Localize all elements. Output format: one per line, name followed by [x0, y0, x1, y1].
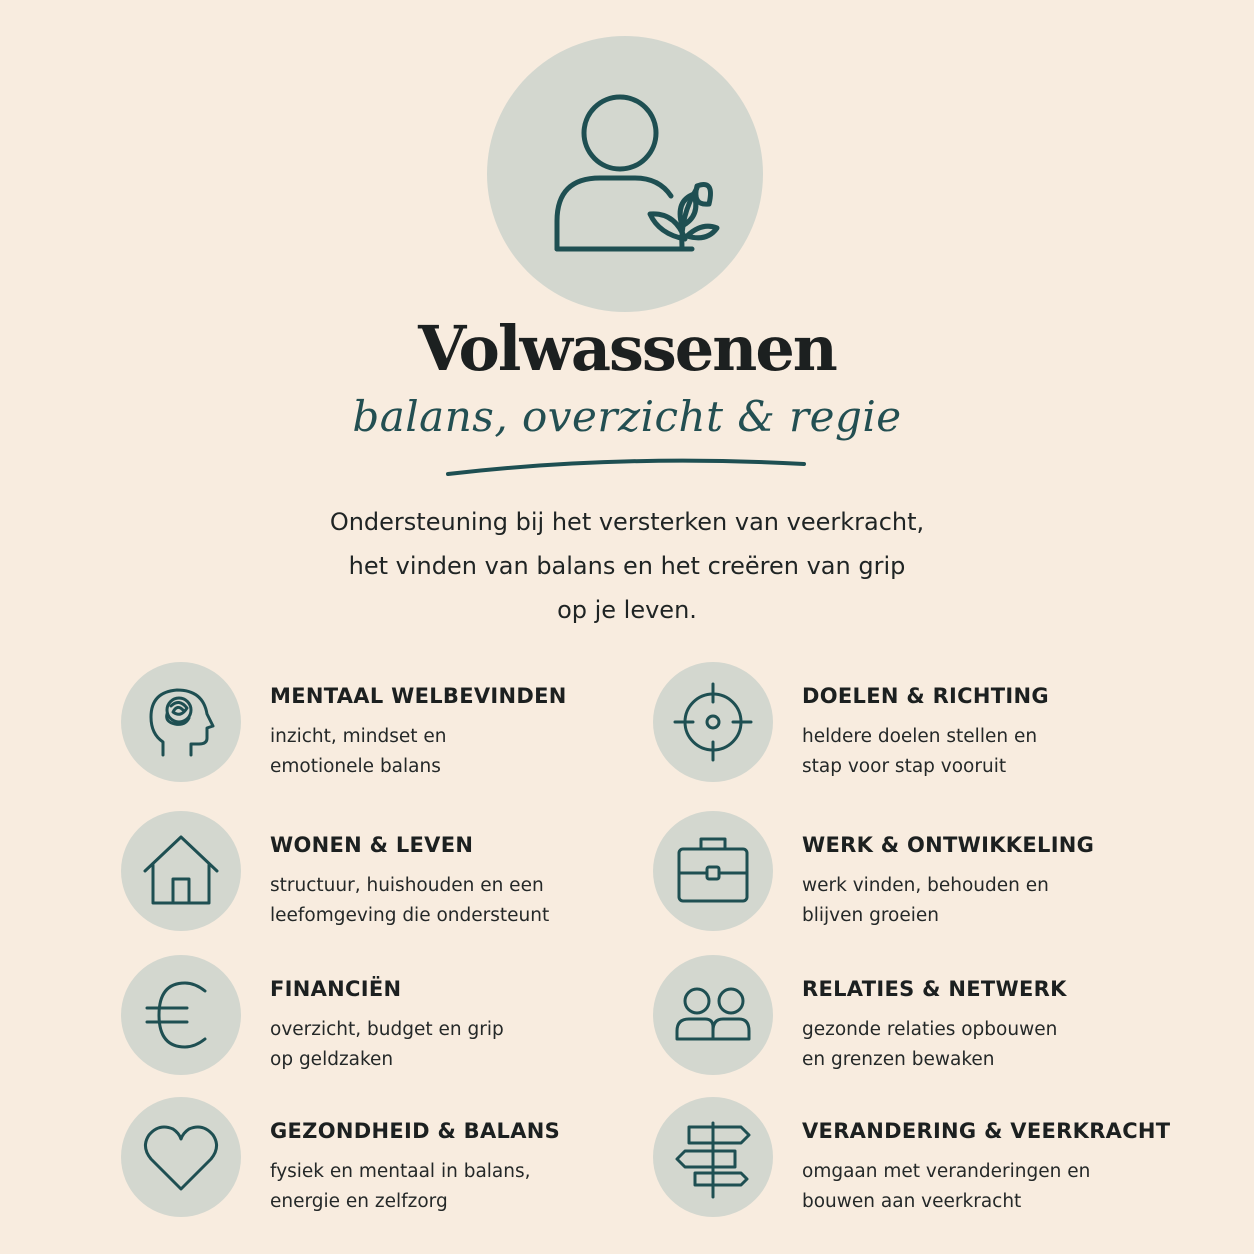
icon-circle	[121, 662, 241, 782]
signpost-icon	[653, 1097, 773, 1217]
target-icon	[653, 662, 773, 782]
icon-circle	[121, 811, 241, 931]
topic-title: MENTAAL WELBEVINDEN	[270, 684, 567, 708]
topic-title: WONEN & LEVEN	[270, 833, 474, 857]
description-line: blijven groeien	[802, 905, 939, 926]
description-line: stap voor stap vooruit	[802, 756, 1007, 777]
topic-description	[802, 1015, 1162, 1075]
people-icon	[653, 955, 773, 1075]
topic-title: FINANCIËN	[270, 977, 402, 1001]
description-line: inzicht, mindset en	[270, 726, 447, 747]
hero-icon-circle	[487, 36, 763, 312]
topic-item-werk-ontwikkeling	[653, 811, 1173, 941]
person-with-plant-icon	[487, 36, 763, 312]
description-line: fysiek en mentaal in balans,	[270, 1161, 531, 1182]
description-line: energie en zelfzorg	[270, 1191, 448, 1212]
page-subtitle: balans, overzicht & regie	[352, 392, 902, 441]
description-line: gezonde relaties opbouwen	[802, 1019, 1058, 1040]
description-line: structuur, huishouden en een	[270, 875, 544, 896]
topic-description	[270, 1015, 630, 1075]
page-title: Volwassenen	[418, 312, 836, 385]
description-line: heldere doelen stellen en	[802, 726, 1038, 747]
house-icon	[121, 811, 241, 931]
description-line: leefomgeving die ondersteunt	[270, 905, 550, 926]
description-line: en grenzen bewaken	[802, 1049, 995, 1070]
description-line: op geldzaken	[270, 1049, 394, 1070]
briefcase-icon	[653, 811, 773, 931]
description-line: werk vinden, behouden en	[802, 875, 1049, 896]
topic-item-verandering-veerkracht	[653, 1097, 1173, 1227]
euro-icon	[121, 955, 241, 1075]
intro-line: het vinden van balans en het creëren van grip	[348, 552, 906, 580]
topic-title: WERK & ONTWIKKELING	[802, 833, 1095, 857]
icon-circle	[653, 662, 773, 782]
subtitle-underline	[440, 452, 812, 482]
topic-description	[802, 722, 1162, 782]
topic-item-wonen-leven	[121, 811, 641, 941]
intro-line: Ondersteuning bij het versterken van veerkracht,	[329, 508, 925, 536]
icon-circle	[121, 1097, 241, 1217]
topic-description	[270, 871, 630, 931]
topic-description	[802, 871, 1162, 931]
topic-title: VERANDERING & VEERKRACHT	[802, 1119, 1171, 1143]
intro-line: op je leven.	[557, 596, 697, 624]
topic-description	[270, 1157, 630, 1217]
topic-item-relaties-netwerk	[653, 955, 1173, 1085]
intro-text	[287, 500, 967, 632]
topic-title: RELATIES & NETWERK	[802, 977, 1067, 1001]
icon-circle	[121, 955, 241, 1075]
icon-circle	[653, 955, 773, 1075]
description-line: omgaan met veranderingen en	[802, 1161, 1091, 1182]
heart-icon	[121, 1097, 241, 1217]
topic-description	[802, 1157, 1162, 1217]
description-line: emotionele balans	[270, 756, 441, 777]
topic-item-doelen-richting	[653, 662, 1173, 792]
description-line: overzicht, budget en grip	[270, 1019, 504, 1040]
icon-circle	[653, 811, 773, 931]
icon-circle	[653, 1097, 773, 1217]
brain-head-icon	[121, 662, 241, 782]
topic-item-mentaal-welbevinden	[121, 662, 641, 792]
topic-item-gezondheid-balans	[121, 1097, 641, 1227]
topic-item-financien	[121, 955, 641, 1085]
topic-title: DOELEN & RICHTING	[802, 684, 1049, 708]
topic-title: GEZONDHEID & BALANS	[270, 1119, 561, 1143]
topic-description	[270, 722, 630, 782]
description-line: bouwen aan veerkracht	[802, 1191, 1022, 1212]
